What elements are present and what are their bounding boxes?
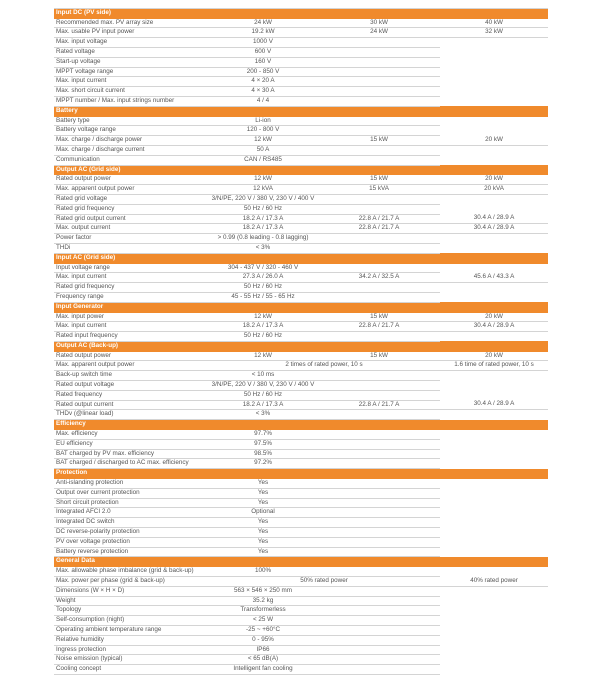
spec-label: Max. charge / discharge power [54, 136, 208, 146]
spec-row [54, 38, 548, 48]
spec-value: 18.2 A / 17.3 A [208, 322, 318, 332]
spec-label: Rated output power [54, 175, 208, 185]
spec-row [54, 577, 548, 587]
spec-empty [318, 498, 440, 508]
spec-table [54, 0, 548, 675]
spec-empty [318, 410, 440, 420]
spec-value: 15 kW [318, 175, 440, 185]
spec-value: 18.2 A / 17.3 A [208, 214, 318, 224]
spec-empty [318, 381, 440, 391]
spec-value: 22.8 A / 21.7 A [318, 400, 440, 410]
spec-label: Dimensions (W × H × D) [54, 586, 208, 596]
spec-label: Rated grid output current [54, 214, 208, 224]
spec-row [54, 616, 548, 626]
spec-empty [318, 479, 440, 489]
spec-label: Rated grid voltage [54, 194, 208, 204]
spec-empty [318, 596, 440, 606]
spec-value: 30 kW [318, 18, 440, 28]
spec-value: Yes [208, 488, 318, 498]
spec-label: EU efficiency [54, 439, 208, 449]
spec-value: 200 - 850 V [208, 67, 318, 77]
spec-value: 97.7% [208, 430, 318, 440]
spec-label: Integrated AFCI 2.0 [54, 508, 208, 518]
spec-value: 2 times of rated power, 10 s [208, 361, 440, 371]
spec-value: 97.5% [208, 439, 318, 449]
spec-value: < 3% [208, 410, 318, 420]
spec-value: 20 kW [440, 351, 548, 361]
spec-label: BAT charged / discharged to AC max. efficiency [54, 459, 208, 469]
spec-empty [318, 606, 440, 616]
spec-empty [318, 547, 440, 557]
spec-label: Rated input frequency [54, 332, 208, 342]
spec-value: 50 Hz / 60 Hz [208, 283, 318, 293]
spec-empty [318, 371, 440, 381]
spec-label: Max. power per phase (grid & back-up) [54, 577, 208, 587]
spec-row [54, 498, 548, 508]
spec-value: < 10 ms [208, 371, 318, 381]
section-title: Battery [54, 106, 548, 116]
spec-row [54, 361, 548, 371]
section-title: Efficiency [54, 420, 548, 430]
spec-label: Max. charge / discharge current [54, 145, 208, 155]
spec-row [54, 459, 548, 469]
spec-empty [318, 655, 440, 665]
spec-row [54, 224, 548, 234]
spec-row [54, 332, 548, 342]
spec-empty [318, 234, 440, 244]
spec-label: Output over current protection [54, 488, 208, 498]
spec-empty [318, 263, 440, 273]
spec-row [54, 586, 548, 596]
spec-label: Max. allowable phase imbalance (grid & back-up) [54, 567, 208, 577]
spec-label: THDv (@linear load) [54, 410, 208, 420]
spec-value: 27.3 A / 26.0 A [208, 273, 318, 283]
spec-empty [318, 116, 440, 126]
spec-row [54, 430, 548, 440]
spec-value: Optional [208, 508, 318, 518]
spec-value: 32 kW [440, 28, 548, 38]
spec-label: Rated output voltage [54, 381, 208, 391]
spec-empty [318, 537, 440, 547]
spec-row [54, 449, 548, 459]
spec-value: 12 kW [208, 175, 318, 185]
spec-label: Max. apparent output power [54, 185, 208, 195]
spec-row [54, 322, 548, 332]
spec-row [54, 214, 548, 224]
spec-value: Yes [208, 547, 318, 557]
spec-value: Transformerless [208, 606, 318, 616]
spec-value: 3/N/PE, 220 V / 380 V, 230 V / 400 V [208, 381, 318, 391]
spec-empty [318, 488, 440, 498]
spec-value: 50 A [208, 145, 318, 155]
section-header [54, 341, 548, 351]
spec-row [54, 145, 548, 155]
spec-value: 4 × 20 A [208, 77, 318, 87]
spec-value: 50 Hz / 60 Hz [208, 204, 318, 214]
spec-label: Recommended max. PV array size [54, 18, 208, 28]
spec-value: 600 V [208, 47, 318, 57]
spec-empty [318, 283, 440, 293]
spec-row [54, 283, 548, 293]
spec-empty [318, 586, 440, 596]
spec-value: 1.6 time of rated power, 10 s [440, 361, 548, 371]
spec-value: 3/N/PE, 220 V / 380 V, 230 V / 400 V [208, 194, 318, 204]
spec-label: Integrated DC switch [54, 518, 208, 528]
spec-row [54, 655, 548, 665]
spec-row [54, 410, 548, 420]
spec-value: < 65 dB(A) [208, 655, 318, 665]
spec-empty [318, 449, 440, 459]
spec-value: 50 Hz / 60 Hz [208, 390, 318, 400]
spec-row [54, 596, 548, 606]
section-title: Input Generator [54, 302, 548, 312]
spec-value: 30.4 A / 28.9 A [440, 224, 548, 234]
spec-row [54, 665, 548, 675]
spec-value: 100% [208, 567, 318, 577]
spec-value: 4 × 30 A [208, 87, 318, 97]
spec-label: Battery reverse protection [54, 547, 208, 557]
spec-empty [318, 47, 440, 57]
spec-row [54, 175, 548, 185]
spec-row [54, 47, 548, 57]
section-header [54, 557, 548, 567]
section-header [54, 165, 548, 175]
spec-empty [318, 645, 440, 655]
spec-value: 30.4 A / 28.9 A [440, 322, 548, 332]
spec-value: 160 V [208, 57, 318, 67]
spec-label: Ingress protection [54, 645, 208, 655]
spec-label: Communication [54, 155, 208, 165]
spec-value: 15 kW [318, 136, 440, 146]
spec-empty [318, 635, 440, 645]
header-row [54, 0, 548, 8]
spec-label: Relative humidity [54, 635, 208, 645]
spec-empty [318, 96, 440, 106]
spec-row [54, 194, 548, 204]
spec-value: 18.2 A / 17.3 A [208, 400, 318, 410]
spec-value: 0 - 95% [208, 635, 318, 645]
spec-label: Max. efficiency [54, 430, 208, 440]
section-header [54, 8, 548, 18]
spec-row [54, 547, 548, 557]
section-title: Output AC (Grid side) [54, 165, 548, 175]
spec-row [54, 567, 548, 577]
spec-table-body [54, 0, 548, 674]
section-title: Output AC (Back-up) [54, 341, 548, 351]
spec-label: DC reverse-polarity protection [54, 528, 208, 538]
spec-row [54, 400, 548, 410]
spec-row [54, 645, 548, 655]
spec-row [54, 185, 548, 195]
spec-value: 24 kW [318, 28, 440, 38]
spec-value: 20 kW [440, 312, 548, 322]
spec-label: Power factor [54, 234, 208, 244]
spec-value: 12 kW [208, 136, 318, 146]
spec-value: 22.8 A / 21.7 A [318, 224, 440, 234]
spec-value: Intelligent fan cooling [208, 665, 318, 675]
spec-value: 15 kVA [318, 185, 440, 195]
spec-value: Yes [208, 498, 318, 508]
spec-empty [318, 567, 440, 577]
spec-row [54, 351, 548, 361]
spec-row [54, 77, 548, 87]
spec-value: 15 kW [318, 351, 440, 361]
spec-label: Max. input power [54, 312, 208, 322]
spec-row [54, 273, 548, 283]
spec-row [54, 381, 548, 391]
spec-label: MPPT number / Max. input strings number [54, 96, 208, 106]
spec-value: 35.2 kg [208, 596, 318, 606]
spec-empty [318, 67, 440, 77]
spec-value: 4 / 4 [208, 96, 318, 106]
spec-row [54, 155, 548, 165]
spec-value: 24 kW [208, 18, 318, 28]
spec-empty [318, 626, 440, 636]
spec-value: 18.2 A / 17.3 A [208, 224, 318, 234]
section-title: General Data [54, 557, 548, 567]
spec-value: IP66 [208, 645, 318, 655]
spec-value: 45.6 A / 43.3 A [440, 273, 548, 283]
spec-empty [318, 390, 440, 400]
spec-label: Max. input current [54, 322, 208, 332]
spec-value: Yes [208, 479, 318, 489]
spec-row [54, 234, 548, 244]
spec-empty [318, 439, 440, 449]
spec-row [54, 136, 548, 146]
spec-label: Battery type [54, 116, 208, 126]
spec-value: > 0.99 (0.8 leading - 0.8 lagging) [208, 234, 318, 244]
spec-row [54, 87, 548, 97]
spec-value: 98.5% [208, 449, 318, 459]
spec-row [54, 312, 548, 322]
spec-empty [318, 518, 440, 528]
spec-value: 12 kW [208, 351, 318, 361]
spec-value: 20 kVA [440, 185, 548, 195]
spec-label: Frequency range [54, 292, 208, 302]
spec-label: Rated output current [54, 400, 208, 410]
spec-value: Li-ion [208, 116, 318, 126]
spec-value: 22.8 A / 21.7 A [318, 322, 440, 332]
spec-value: 97.2% [208, 459, 318, 469]
section-title: Input AC (Grid side) [54, 253, 548, 263]
spec-label: Max. input current [54, 77, 208, 87]
spec-empty [318, 528, 440, 538]
spec-empty [318, 459, 440, 469]
spec-row [54, 528, 548, 538]
spec-value: -25 ~ +60°C [208, 626, 318, 636]
section-header [54, 253, 548, 263]
spec-empty [318, 87, 440, 97]
spec-label: Short circuit protection [54, 498, 208, 508]
spec-label: Battery voltage range [54, 126, 208, 136]
spec-row [54, 67, 548, 77]
spec-empty [318, 155, 440, 165]
spec-row [54, 537, 548, 547]
spec-value: 30.4 A / 28.9 A [440, 214, 548, 224]
spec-empty [318, 508, 440, 518]
spec-empty [318, 430, 440, 440]
spec-value: Yes [208, 528, 318, 538]
spec-row [54, 263, 548, 273]
spec-empty [318, 616, 440, 626]
spec-row [54, 96, 548, 106]
spec-value: 50% rated power [208, 577, 440, 587]
section-header [54, 106, 548, 116]
section-header [54, 420, 548, 430]
spec-label: Rated grid frequency [54, 204, 208, 214]
spec-label: Cooling concept [54, 665, 208, 675]
spec-empty [318, 332, 440, 342]
spec-value: 563 × 546 × 250 mm [208, 586, 318, 596]
section-title: Protection [54, 469, 548, 479]
spec-row [54, 508, 548, 518]
spec-empty [318, 204, 440, 214]
spec-label: Start-up voltage [54, 57, 208, 67]
spec-value: 50 Hz / 60 Hz [208, 332, 318, 342]
spec-value: < 3% [208, 243, 318, 253]
spec-value: Yes [208, 518, 318, 528]
spec-empty [318, 292, 440, 302]
spec-label: Max. short circuit current [54, 87, 208, 97]
spec-value: 304 - 437 V / 320 - 460 V [208, 263, 318, 273]
spec-empty [318, 665, 440, 675]
spec-value: Yes [208, 537, 318, 547]
spec-label: Max. apparent output power [54, 361, 208, 371]
spec-label: Rated frequency [54, 390, 208, 400]
spec-label: BAT charged by PV max. efficiency [54, 449, 208, 459]
spec-value: 20 kW [440, 136, 548, 146]
spec-row [54, 18, 548, 28]
spec-value: 19.2 kW [208, 28, 318, 38]
spec-value: 30.4 A / 28.9 A [440, 400, 548, 410]
spec-row [54, 371, 548, 381]
spec-empty [318, 243, 440, 253]
spec-label: Self-consumption (night) [54, 616, 208, 626]
spec-value: 120 - 800 V [208, 126, 318, 136]
spec-row [54, 479, 548, 489]
spec-label: Rated voltage [54, 47, 208, 57]
spec-label: Max. output current [54, 224, 208, 234]
spec-value: 1000 V [208, 38, 318, 48]
spec-label: Topology [54, 606, 208, 616]
spec-row [54, 292, 548, 302]
spec-value: 12 kW [208, 312, 318, 322]
spec-row [54, 28, 548, 38]
spec-empty [318, 38, 440, 48]
spec-label: Anti-islanding protection [54, 479, 208, 489]
spec-row [54, 390, 548, 400]
spec-label: Max. input current [54, 273, 208, 283]
spec-row [54, 606, 548, 616]
spec-label: Max. usable PV input power [54, 28, 208, 38]
spec-label: Input voltage range [54, 263, 208, 273]
spec-label: Operating ambient temperature range [54, 626, 208, 636]
spec-empty [318, 57, 440, 67]
spec-label: Back-up switch time [54, 371, 208, 381]
spec-row [54, 116, 548, 126]
spec-label: Weight [54, 596, 208, 606]
spec-value: 34.2 A / 32.5 A [318, 273, 440, 283]
spec-label: MPPT voltage range [54, 67, 208, 77]
spec-row [54, 243, 548, 253]
spec-label: PV over voltage protection [54, 537, 208, 547]
spec-empty [318, 126, 440, 136]
spec-value: 22.8 A / 21.7 A [318, 214, 440, 224]
spec-value: 40% rated power [440, 577, 548, 587]
spec-value: 12 kVA [208, 185, 318, 195]
spec-value: 15 kW [318, 312, 440, 322]
spec-empty [318, 194, 440, 204]
spec-label: Max. input voltage [54, 38, 208, 48]
spec-row [54, 204, 548, 214]
spec-empty [318, 77, 440, 87]
section-title: Input DC (PV side) [54, 8, 548, 18]
spec-row [54, 626, 548, 636]
spec-empty [318, 145, 440, 155]
spec-value: < 25 W [208, 616, 318, 626]
spec-row [54, 439, 548, 449]
spec-label: Noise emission (typical) [54, 655, 208, 665]
spec-label: THDi [54, 243, 208, 253]
spec-row [54, 126, 548, 136]
spec-value: CAN / RS485 [208, 155, 318, 165]
spec-value: 20 kW [440, 175, 548, 185]
spec-row [54, 518, 548, 528]
spec-value: 40 kW [440, 18, 548, 28]
spec-row [54, 488, 548, 498]
spec-row [54, 635, 548, 645]
section-header [54, 302, 548, 312]
spec-row [54, 57, 548, 67]
spec-value: 45 - 55 Hz / 55 - 65 Hz [208, 292, 318, 302]
spec-label: Rated output power [54, 351, 208, 361]
section-header [54, 469, 548, 479]
spec-label: Rated grid frequency [54, 283, 208, 293]
